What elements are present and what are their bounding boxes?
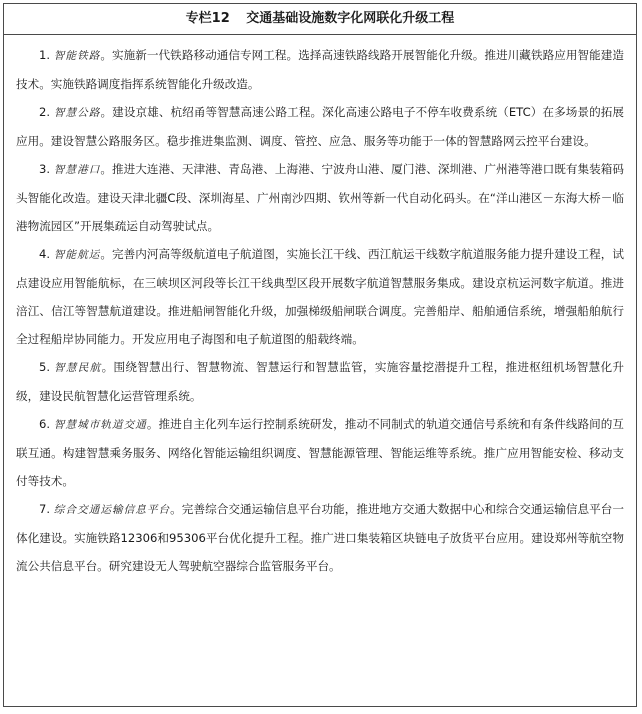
item-text: 。推进大连港、天津港、青岛港、上海港、宁波舟山港、厦门港、深圳港、广州港等港口既有集装箱码头智能化改造。建设天津北疆C段、深圳海星、广州南沙四期、钦州等新一代自动化码头。在“洋山港区－东海大桥－临港物流园区”开展集疏运自动驾驶试点。	[16, 162, 625, 233]
list-item	[16, 41, 624, 98]
item-text: 。完善综合交通运输信息平台功能，推进地方交通大数据中心和综合交通运输信息平台一体化建设。实施铁路12306和95306平台优化提升工程。推广进口集装箱区块链电子放货平台应用。建设郑州等航空物流公共信息平台。研究建设无人驾驶航空器综合监管服务平台。	[16, 502, 624, 573]
item-lead: 智能铁路	[53, 50, 101, 62]
list-item	[16, 240, 624, 353]
item-text: 。围绕智慧出行、智慧物流、智慧运行和智慧监管，实施容量挖潜提升工程，推进枢纽机场智慧化升级，建设民航智慧化运营管理系统。	[16, 360, 625, 403]
item-index: 5.	[39, 360, 51, 374]
column-title-text: 交通基础设施数字化网联化升级工程	[246, 11, 455, 26]
list-item	[16, 410, 624, 495]
item-text: 。建设京雄、杭绍甬等智慧高速公路工程。深化高速公路电子不停车收费系统（ETC）在多场景的拓展应用。建设智慧公路服务区。稳步推进集监测、调度、管控、应急、服务等功能于一体的智慧路网云控平台建设。	[16, 105, 625, 148]
column-body	[4, 35, 636, 580]
item-lead: 综合交通运输信息平台	[53, 504, 171, 516]
item-lead: 智慧港口	[53, 164, 101, 176]
list-item	[16, 495, 624, 580]
list-item	[16, 353, 624, 410]
item-index: 2.	[39, 105, 51, 119]
item-index: 3.	[39, 162, 51, 176]
item-index: 4.	[39, 247, 51, 261]
list-item	[16, 98, 624, 155]
item-index: 7.	[39, 502, 51, 516]
list-item	[16, 155, 624, 240]
item-lead: 智慧公路	[53, 107, 101, 119]
item-lead: 智慧民航	[54, 362, 102, 374]
item-lead: 智慧城市轨道交通	[53, 419, 147, 431]
item-index: 6.	[39, 417, 51, 431]
column-box	[3, 3, 637, 707]
item-text: 。实施新一代铁路移动通信专网工程。选择高速铁路线路开展智能化升级。推进川藏铁路应用智能建造技术。实施铁路调度指挥系统智能化升级改造。	[16, 48, 625, 91]
item-index: 1.	[39, 48, 51, 62]
column-number: 专栏12	[185, 11, 230, 26]
item-text: 。完善内河高等级航道电子航道图，实施长江干线、西江航运干线数字航道服务能力提升建设工程，试点建设应用智能航标，在三峡坝区河段等长江干线典型区段开展数字航道智慧服务集成。建设京杭运河数字航道。推进涪江、信江等智慧航道建设。推进船闸智能化升级，加强梯级船闸联合调度。完善船岸、船舶通信系统，增强船舶航行全过程船岸协同能力。开发应用电子海图和电子航道图的船载终端。	[16, 247, 625, 346]
column-title	[4, 4, 636, 35]
item-lead: 智能航运	[53, 249, 101, 261]
item-text: 。推进自主化列车运行控制系统研发，推动不同制式的轨道交通信号系统和有条件线路间的互联互通。构建智慧乘务服务、网络化智能运输组织调度、智慧能源管理、智能运维等系统。推广应用智能安检、移动支付等技术。	[16, 417, 625, 488]
